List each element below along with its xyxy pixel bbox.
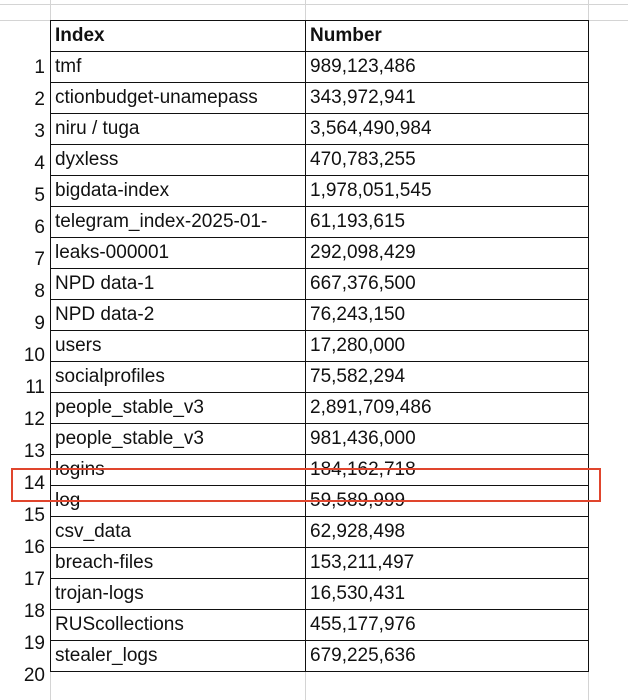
row-number[interactable]: 4: [34, 153, 45, 174]
row-number[interactable]: 11: [25, 377, 45, 398]
row-number[interactable]: 18: [23, 601, 45, 622]
number-cell[interactable]: 184,162,718: [306, 455, 589, 486]
index-cell[interactable]: breach-files: [51, 548, 306, 579]
index-cell[interactable]: people_stable_v3: [51, 393, 306, 424]
index-cell[interactable]: dyxless: [51, 145, 306, 176]
table-row: [51, 610, 589, 641]
index-cell[interactable]: telegram_index-2025-01-: [51, 207, 306, 238]
number-cell[interactable]: 455,177,976: [306, 610, 589, 641]
number-cell[interactable]: 667,376,500: [306, 269, 589, 300]
table-row: [51, 579, 589, 610]
number-cell[interactable]: 16,530,431: [306, 579, 589, 610]
index-cell[interactable]: people_stable_v3: [51, 424, 306, 455]
number-cell[interactable]: 470,783,255: [306, 145, 589, 176]
number-cell[interactable]: 679,225,636: [306, 641, 589, 672]
table-body: [51, 52, 589, 672]
row-number[interactable]: 2: [34, 89, 45, 110]
row-number[interactable]: 3: [34, 121, 45, 142]
row-number[interactable]: 16: [23, 537, 45, 558]
row-number[interactable]: 10: [23, 345, 45, 366]
index-cell[interactable]: ctionbudget-unamepass: [51, 83, 306, 114]
table-row: [51, 548, 589, 579]
table-row: [51, 486, 589, 517]
row-number[interactable]: 7: [34, 249, 45, 270]
index-cell[interactable]: NPD data-2: [51, 300, 306, 331]
index-cell[interactable]: users: [51, 331, 306, 362]
number-cell[interactable]: 59,589,999: [306, 486, 589, 517]
table-row: [51, 145, 589, 176]
index-cell[interactable]: stealer_logs: [51, 641, 306, 672]
index-cell[interactable]: tmf: [51, 52, 306, 83]
number-cell[interactable]: 292,098,429: [306, 238, 589, 269]
row-number[interactable]: 15: [23, 505, 45, 526]
index-cell[interactable]: trojan-logs: [51, 579, 306, 610]
table-row: [51, 517, 589, 548]
header-row: [51, 21, 589, 52]
data-table: [50, 20, 589, 672]
number-cell[interactable]: 343,972,941: [306, 83, 589, 114]
table-row: [51, 424, 589, 455]
index-cell[interactable]: niru / tuga: [51, 114, 306, 145]
table-row: [51, 455, 589, 486]
row-number[interactable]: 9: [34, 313, 45, 334]
number-cell[interactable]: 153,211,497: [306, 548, 589, 579]
table-row: [51, 52, 589, 83]
table-row: [51, 331, 589, 362]
row-number[interactable]: 1: [34, 57, 45, 78]
row-number[interactable]: 19: [23, 633, 45, 654]
number-header[interactable]: Number: [306, 21, 589, 52]
number-cell[interactable]: 981,436,000: [306, 424, 589, 455]
table-row: [51, 362, 589, 393]
number-cell[interactable]: 3,564,490,984: [306, 114, 589, 145]
table-row: [51, 393, 589, 424]
table-row: [51, 238, 589, 269]
row-number-column: [0, 20, 48, 692]
index-cell[interactable]: logins: [51, 455, 306, 486]
row-number[interactable]: 8: [34, 281, 45, 302]
number-cell[interactable]: 1,978,051,545: [306, 176, 589, 207]
row-number[interactable]: 17: [23, 569, 45, 590]
index-cell[interactable]: csv_data: [51, 517, 306, 548]
index-cell[interactable]: RUScollections: [51, 610, 306, 641]
number-cell[interactable]: 62,928,498: [306, 517, 589, 548]
number-cell[interactable]: 17,280,000: [306, 331, 589, 362]
number-cell[interactable]: 61,193,615: [306, 207, 589, 238]
table-row: [51, 300, 589, 331]
table-row: [51, 114, 589, 145]
index-cell[interactable]: socialprofiles: [51, 362, 306, 393]
number-cell[interactable]: 989,123,486: [306, 52, 589, 83]
table-row: [51, 176, 589, 207]
row-number[interactable]: 20: [23, 665, 45, 686]
index-cell[interactable]: NPD data-1: [51, 269, 306, 300]
number-cell[interactable]: 76,243,150: [306, 300, 589, 331]
table-row: [51, 207, 589, 238]
index-cell[interactable]: leaks-000001: [51, 238, 306, 269]
grid-line: [0, 4, 628, 5]
number-cell[interactable]: 2,891,709,486: [306, 393, 589, 424]
row-number[interactable]: 13: [23, 441, 45, 462]
index-cell[interactable]: log: [51, 486, 306, 517]
index-cell[interactable]: bigdata-index: [51, 176, 306, 207]
row-number[interactable]: 6: [34, 217, 45, 238]
row-number[interactable]: 5: [34, 185, 45, 206]
row-number[interactable]: 14: [23, 473, 45, 494]
number-cell[interactable]: 75,582,294: [306, 362, 589, 393]
row-number[interactable]: 12: [23, 409, 45, 430]
index-header[interactable]: Index: [51, 21, 306, 52]
table-row: [51, 641, 589, 672]
table-row: [51, 269, 589, 300]
table-row: [51, 83, 589, 114]
